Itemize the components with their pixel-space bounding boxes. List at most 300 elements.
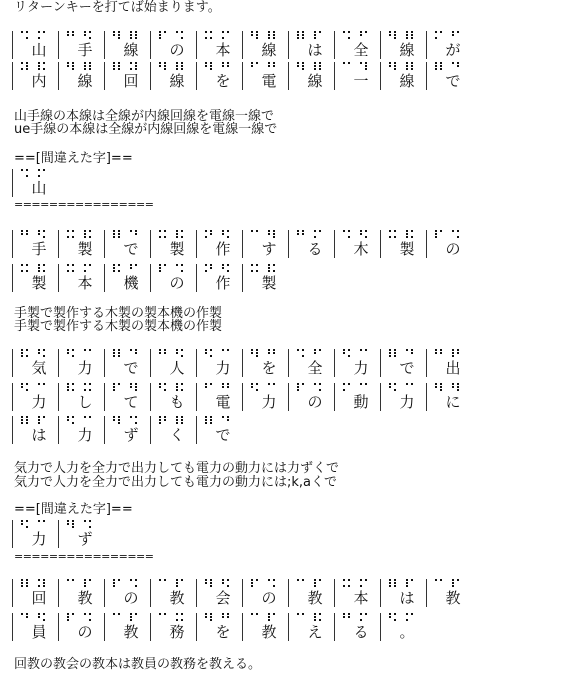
braille-cell [196, 414, 242, 446]
cell-character: で [215, 426, 231, 444]
braille-dots-icon [205, 579, 239, 587]
braille-dots-icon [251, 230, 285, 238]
cell-divider [242, 264, 243, 292]
braille-dots-icon [435, 349, 469, 357]
braille-cell [104, 60, 150, 92]
braille-dots-icon [67, 31, 101, 39]
braille-cell [288, 611, 334, 643]
braille-cell [196, 577, 242, 609]
braille-cell [426, 60, 472, 92]
answer-text-line: 回教の教会の教本は教員の教務を教える。 [14, 657, 262, 672]
braille-dots-icon [205, 230, 239, 238]
braille-cell [242, 577, 288, 609]
braille-cell [104, 414, 150, 446]
braille-dots-icon [343, 31, 377, 39]
cell-character: も [169, 393, 185, 411]
cell-character: 製 [169, 240, 185, 258]
cell-divider [288, 62, 289, 90]
intro-text: リターンキーを打てば始まります。 [14, 0, 221, 15]
braille-dots-icon [251, 264, 285, 272]
cell-divider [150, 31, 151, 59]
cell-divider [12, 62, 13, 90]
answer-text-line: 気力で人力を全力で出力しても電力の動力には力ずくで [14, 461, 340, 476]
cell-divider [242, 613, 243, 641]
braille-dots-icon [251, 349, 285, 357]
cell-divider [12, 416, 13, 444]
cell-character: く [169, 426, 185, 444]
braille-cell [242, 262, 288, 294]
cell-character: 気 [31, 359, 47, 377]
braille-dots-icon [113, 230, 147, 238]
braille-dots-icon [435, 383, 469, 391]
cell-character: 会 [215, 589, 231, 607]
cell-divider [58, 613, 59, 641]
cell-divider [426, 62, 427, 90]
braille-cell [104, 228, 150, 260]
cell-character: で [445, 72, 461, 90]
input-text-line: 気力で人力を全力で出力しても電力の動力には;k,aくで [14, 475, 338, 490]
cell-character: の [307, 393, 323, 411]
cell-character: の [77, 623, 93, 641]
cell-divider [426, 349, 427, 377]
cell-character: 電 [261, 72, 277, 90]
answer-text-line: 山手線の本線は全線が内線回線を電線一線で [14, 109, 275, 124]
braille-dots-icon [435, 31, 469, 39]
braille-dots-icon [67, 383, 101, 391]
braille-dots-icon [205, 383, 239, 391]
cell-divider [196, 579, 197, 607]
braille-cell [426, 347, 472, 379]
cell-divider [104, 31, 105, 59]
braille-dots-icon [67, 613, 101, 621]
cell-divider [104, 264, 105, 292]
braille-cell [242, 381, 288, 413]
braille-dots-icon [159, 383, 193, 391]
cell-divider [196, 383, 197, 411]
cell-character: 全 [307, 359, 323, 377]
braille-cell [150, 611, 196, 643]
braille-dots-icon [205, 264, 239, 272]
cell-divider [150, 383, 151, 411]
braille-cell [150, 262, 196, 294]
cell-divider [334, 579, 335, 607]
braille-dots-icon [159, 264, 193, 272]
cell-character: 全 [353, 41, 369, 59]
cell-character: 手 [77, 41, 93, 59]
braille-dots-icon [21, 613, 55, 621]
braille-dots-icon [389, 230, 423, 238]
braille-dots-icon [389, 349, 423, 357]
cell-character: 動 [353, 393, 369, 411]
braille-cell [380, 381, 426, 413]
cell-divider [334, 383, 335, 411]
cell-character: 一 [353, 72, 369, 90]
braille-cell [12, 518, 58, 550]
cell-character: 作 [215, 274, 231, 292]
braille-row [12, 347, 472, 379]
braille-dots-icon [113, 579, 147, 587]
braille-cell [242, 60, 288, 92]
cell-character: 製 [77, 240, 93, 258]
braille-cell [380, 577, 426, 609]
cell-divider [288, 31, 289, 59]
cell-divider [58, 416, 59, 444]
braille-dots-icon [113, 416, 147, 424]
cell-divider [380, 383, 381, 411]
cell-divider [196, 230, 197, 258]
cell-character: に [445, 393, 461, 411]
braille-cell [334, 29, 380, 61]
braille-dots-icon [251, 31, 285, 39]
cell-character: 力 [215, 359, 231, 377]
braille-cell [12, 381, 58, 413]
cell-character: の [445, 240, 461, 258]
cell-divider [150, 230, 151, 258]
braille-dots-icon [113, 383, 147, 391]
braille-cell [380, 611, 426, 643]
braille-cell [58, 518, 104, 550]
braille-cell [12, 60, 58, 92]
braille-cell [58, 29, 104, 61]
braille-cell [196, 611, 242, 643]
braille-dots-icon [159, 349, 193, 357]
braille-dots-icon [67, 264, 101, 272]
braille-dots-icon [389, 62, 423, 70]
braille-dots-icon [67, 520, 101, 528]
braille-cell [288, 381, 334, 413]
cell-divider [12, 230, 13, 258]
braille-cell [196, 29, 242, 61]
input-text-line: ue手線の本線は全線が内線回線を電線一線で [14, 122, 278, 137]
braille-row [12, 262, 288, 294]
cell-character: る [353, 623, 369, 641]
braille-dots-icon [21, 520, 55, 528]
braille-dots-icon [205, 31, 239, 39]
braille-dots-icon [343, 230, 377, 238]
cell-character: 山 [31, 41, 47, 59]
cell-character: は [31, 426, 47, 444]
cell-character: で [123, 359, 139, 377]
cell-character: る [307, 240, 323, 258]
braille-cell [150, 577, 196, 609]
cell-character: 電 [215, 393, 231, 411]
cell-character: 教 [307, 589, 323, 607]
cell-divider [58, 62, 59, 90]
cell-divider [150, 349, 151, 377]
cell-character: 出 [445, 359, 461, 377]
braille-cell [12, 228, 58, 260]
braille-dots-icon [389, 613, 423, 621]
braille-row [12, 577, 472, 609]
braille-dots-icon [389, 383, 423, 391]
cell-character: 手 [31, 240, 47, 258]
braille-cell [196, 347, 242, 379]
braille-dots-icon [67, 62, 101, 70]
braille-dots-icon [21, 579, 55, 587]
braille-cell [58, 60, 104, 92]
braille-cell [334, 577, 380, 609]
braille-dots-icon [21, 349, 55, 357]
braille-cell [58, 381, 104, 413]
cell-character: 製 [399, 240, 415, 258]
cell-character: 木 [353, 240, 369, 258]
braille-cell [288, 60, 334, 92]
braille-cell [104, 29, 150, 61]
cell-divider [12, 31, 13, 59]
braille-cell [334, 60, 380, 92]
cell-divider [58, 349, 59, 377]
braille-row [12, 414, 242, 446]
braille-dots-icon [21, 383, 55, 391]
braille-cell [104, 381, 150, 413]
cell-divider [380, 613, 381, 641]
braille-cell [242, 347, 288, 379]
cell-character: 力 [353, 359, 369, 377]
cell-divider [334, 31, 335, 59]
cell-character: 本 [77, 274, 93, 292]
cell-divider [242, 383, 243, 411]
cell-divider [12, 520, 13, 548]
braille-dots-icon [21, 264, 55, 272]
cell-divider [196, 264, 197, 292]
braille-dots-icon [113, 349, 147, 357]
braille-cell [58, 347, 104, 379]
cell-divider [58, 264, 59, 292]
braille-row [12, 228, 472, 260]
cell-character: 線 [307, 72, 323, 90]
cell-character: の [123, 589, 139, 607]
braille-dots-icon [435, 230, 469, 238]
braille-cell [150, 29, 196, 61]
braille-dots-icon [205, 349, 239, 357]
braille-dots-icon [67, 349, 101, 357]
cell-character: の [169, 274, 185, 292]
braille-dots-icon [251, 613, 285, 621]
cell-character: は [307, 41, 323, 59]
cell-character: 本 [215, 41, 231, 59]
braille-dots-icon [113, 62, 147, 70]
braille-dots-icon [159, 62, 193, 70]
braille-dots-icon [205, 62, 239, 70]
braille-dots-icon [343, 62, 377, 70]
braille-dots-icon [113, 31, 147, 39]
cell-divider [196, 349, 197, 377]
braille-dots-icon [67, 579, 101, 587]
cell-character: 本 [353, 589, 369, 607]
cell-character: の [261, 589, 277, 607]
braille-cell [426, 228, 472, 260]
cell-divider [196, 62, 197, 90]
braille-dots-icon [159, 579, 193, 587]
braille-cell [12, 347, 58, 379]
mistakes-footer: ================ [14, 550, 154, 563]
braille-dots-icon [113, 613, 147, 621]
braille-cell [104, 577, 150, 609]
cell-divider [426, 230, 427, 258]
cell-character: 力 [399, 393, 415, 411]
cell-character: 。 [399, 623, 415, 641]
braille-cell [334, 381, 380, 413]
braille-dots-icon [297, 383, 331, 391]
cell-character: し [77, 393, 93, 411]
cell-divider [288, 349, 289, 377]
cell-divider [196, 31, 197, 59]
cell-divider [380, 230, 381, 258]
cell-divider [150, 62, 151, 90]
braille-cell [288, 347, 334, 379]
cell-divider [380, 31, 381, 59]
cell-character: ず [123, 426, 139, 444]
cell-divider [150, 416, 151, 444]
braille-cell [196, 228, 242, 260]
cell-character: 製 [261, 274, 277, 292]
cell-character: 力 [261, 393, 277, 411]
cell-divider [58, 520, 59, 548]
cell-character: を [215, 623, 231, 641]
braille-dots-icon [297, 230, 331, 238]
braille-dots-icon [205, 613, 239, 621]
cell-character: 務 [169, 623, 185, 641]
cell-character: で [399, 359, 415, 377]
braille-dots-icon [159, 31, 193, 39]
cell-character: 製 [31, 274, 47, 292]
mistakes-braille-row [12, 167, 58, 199]
answer-text-line: 手製で製作する木製の製本機の作製 [14, 306, 223, 321]
braille-dots-icon [67, 416, 101, 424]
cell-character: 力 [31, 530, 47, 548]
braille-dots-icon [435, 62, 469, 70]
braille-cell [242, 29, 288, 61]
braille-dots-icon [297, 349, 331, 357]
braille-cell [58, 414, 104, 446]
braille-row [12, 29, 472, 61]
cell-character: は [399, 589, 415, 607]
cell-divider [58, 579, 59, 607]
braille-dots-icon [113, 264, 147, 272]
braille-cell [288, 577, 334, 609]
braille-cell [150, 228, 196, 260]
braille-row [12, 611, 426, 643]
cell-character: で [123, 240, 139, 258]
braille-cell [288, 228, 334, 260]
cell-divider [58, 230, 59, 258]
cell-character: 山 [31, 179, 47, 197]
cell-character: 線 [169, 72, 185, 90]
braille-dots-icon [343, 383, 377, 391]
cell-character: 線 [399, 72, 415, 90]
braille-row [12, 60, 472, 92]
braille-cell [242, 611, 288, 643]
braille-cell [196, 262, 242, 294]
cell-divider [242, 62, 243, 90]
braille-dots-icon [21, 169, 55, 177]
cell-character: を [261, 359, 277, 377]
cell-character: を [215, 72, 231, 90]
cell-character: 教 [77, 589, 93, 607]
cell-divider [380, 349, 381, 377]
braille-cell [380, 60, 426, 92]
braille-cell [12, 29, 58, 61]
braille-dots-icon [67, 230, 101, 238]
braille-cell [12, 414, 58, 446]
cell-divider [288, 230, 289, 258]
braille-cell [242, 228, 288, 260]
braille-cell [150, 60, 196, 92]
mistakes-header: ==[間違えた字]== [14, 151, 133, 166]
cell-divider [334, 62, 335, 90]
braille-dots-icon [251, 579, 285, 587]
cell-divider [12, 579, 13, 607]
braille-dots-icon [343, 579, 377, 587]
cell-character: ず [77, 530, 93, 548]
cell-character: が [445, 41, 461, 59]
braille-cell [196, 381, 242, 413]
cell-character: 人 [169, 359, 185, 377]
cell-divider [12, 383, 13, 411]
braille-dots-icon [297, 31, 331, 39]
cell-divider [242, 230, 243, 258]
cell-character: 力 [77, 359, 93, 377]
braille-cell [196, 60, 242, 92]
cell-divider [426, 383, 427, 411]
cell-divider [334, 349, 335, 377]
braille-cell [150, 414, 196, 446]
braille-cell [12, 577, 58, 609]
cell-divider [104, 230, 105, 258]
cell-divider [196, 613, 197, 641]
braille-cell [334, 347, 380, 379]
cell-character: 回 [31, 589, 47, 607]
mistakes-footer: ================ [14, 198, 154, 211]
cell-character: 線 [399, 41, 415, 59]
cell-divider [104, 416, 105, 444]
braille-dots-icon [21, 31, 55, 39]
cell-character: 教 [123, 623, 139, 641]
cell-divider [380, 579, 381, 607]
cell-character: 教 [445, 589, 461, 607]
braille-cell [58, 228, 104, 260]
braille-cell [334, 611, 380, 643]
braille-cell [12, 611, 58, 643]
cell-divider [58, 383, 59, 411]
cell-divider [426, 579, 427, 607]
braille-cell [334, 228, 380, 260]
braille-dots-icon [205, 416, 239, 424]
cell-divider [426, 31, 427, 59]
cell-divider [104, 349, 105, 377]
cell-divider [150, 264, 151, 292]
cell-divider [12, 613, 13, 641]
input-text-line: 手製で製作する木製の製本機の作製 [14, 319, 223, 334]
cell-character: 作 [215, 240, 231, 258]
braille-dots-icon [297, 579, 331, 587]
cell-divider [288, 383, 289, 411]
braille-cell [58, 262, 104, 294]
braille-row [12, 381, 472, 413]
braille-cell [104, 262, 150, 294]
cell-divider [104, 613, 105, 641]
braille-dots-icon [21, 230, 55, 238]
braille-cell [58, 577, 104, 609]
braille-cell [104, 611, 150, 643]
mistakes-header: ==[間違えた字]== [14, 502, 133, 517]
braille-cell [150, 381, 196, 413]
cell-character: 回 [123, 72, 139, 90]
cell-divider [334, 230, 335, 258]
cell-character: す [261, 240, 277, 258]
cell-character: の [169, 41, 185, 59]
braille-dots-icon [21, 62, 55, 70]
